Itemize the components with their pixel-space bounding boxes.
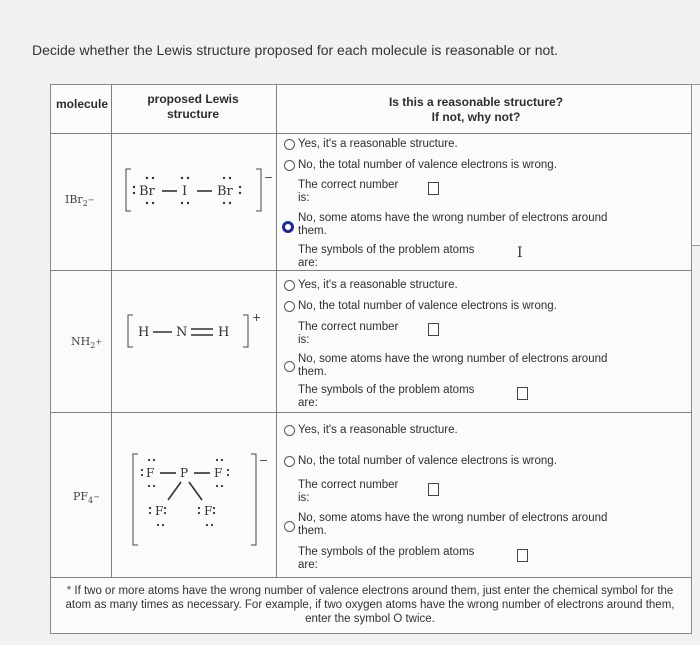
molecule-pf4	[73, 490, 100, 505]
radio-row3-no-total[interactable]	[284, 456, 295, 467]
atom-br-left: Br	[139, 184, 155, 199]
symbols-line1: The symbols of the problem atoms	[298, 244, 475, 256]
bracket-left	[126, 169, 131, 211]
radio-row2-no-some[interactable]	[284, 361, 295, 372]
correct-number-line1: The correct number	[298, 179, 399, 191]
option-row3-no-total: No, the total number of valence electrons is wrong.	[298, 455, 557, 467]
input-row1-symbols[interactable]: I	[517, 245, 523, 261]
atom-h-right: H	[218, 325, 230, 340]
header-divider	[51, 133, 691, 134]
column-divider-1	[111, 85, 112, 577]
bond-p-f-lower-right	[189, 482, 202, 500]
correct-number-line1: The correct number	[298, 479, 399, 491]
no-some-line2: them.	[298, 225, 327, 237]
option-row3-yes: Yes, it's a reasonable structure.	[298, 424, 458, 436]
no-some-line1: No, some atoms have the wrong number of electrons around	[298, 512, 608, 524]
label-row1-symbols	[298, 244, 474, 270]
bracket-left	[128, 315, 133, 347]
column-divider-2	[276, 85, 277, 577]
input-row3-correct-number[interactable]	[428, 483, 439, 496]
correct-number-line2: is:	[298, 192, 310, 204]
label-row3-correct-number	[298, 479, 398, 505]
header-reason	[306, 95, 646, 125]
symbols-line1: The symbols of the problem atoms	[298, 384, 475, 396]
header-molecule: molecule	[55, 97, 109, 111]
correct-number-line1: The correct number	[298, 321, 399, 333]
symbols-line1: The symbols of the problem atoms	[298, 546, 475, 558]
radio-row3-no-some[interactable]	[284, 521, 295, 532]
molecule-charge: −	[87, 195, 95, 205]
correct-number-line2: is:	[298, 334, 310, 346]
no-some-line2: them.	[298, 366, 327, 378]
molecule-formula: IBr	[65, 193, 83, 206]
row-divider-3	[51, 577, 691, 578]
input-row3-symbols[interactable]	[517, 549, 528, 562]
bond-p-f-lower-left	[168, 482, 181, 500]
label-row3-symbols	[298, 546, 474, 572]
radio-row3-yes[interactable]	[284, 425, 295, 436]
option-row1-no-total: No, the total number of valence electrons is wrong.	[298, 159, 557, 171]
molecule-formula: PF	[73, 490, 89, 503]
radio-row1-no-some[interactable]	[282, 221, 294, 233]
molecule-charge: −	[93, 492, 100, 502]
footnote	[60, 584, 680, 626]
bracket-right	[251, 454, 256, 545]
radio-row1-yes[interactable]	[284, 139, 295, 150]
lewis-structure-pf4	[113, 440, 273, 560]
radio-row2-no-total[interactable]	[284, 301, 295, 312]
option-row2-yes: Yes, it's a reasonable structure.	[298, 279, 458, 291]
input-row2-correct-number[interactable]	[428, 323, 439, 336]
footnote-text: If two or more atoms have the wrong number of valence electrons around them, just enter the chemical symbol for the atom as many times as necessary. For example, if two oxygen atoms have the wrong number of electrons around them, enter the symbol O twice.	[65, 585, 675, 625]
bracket-right	[256, 169, 261, 211]
option-row2-no-some	[298, 353, 607, 379]
atom-h-left: H	[138, 325, 150, 340]
atom-n-center: N	[176, 325, 188, 340]
header-proposed	[113, 92, 273, 122]
footnote-star: *	[66, 585, 72, 597]
label-row2-correct-number	[298, 321, 398, 347]
option-row1-no-some	[298, 212, 607, 238]
bracket-left	[133, 454, 138, 545]
option-row3-no-some	[298, 512, 607, 538]
label-row2-symbols	[298, 384, 474, 410]
molecule-charge: +	[95, 337, 103, 347]
molecule-subscript: 2	[90, 341, 96, 351]
atom-f-lower-right: F	[204, 504, 213, 518]
atom-f-lower-left: F	[155, 504, 164, 518]
no-some-line2: them.	[298, 525, 327, 537]
correct-number-line2: is:	[298, 492, 310, 504]
atom-f-right: F	[214, 466, 223, 480]
header-proposed-line1: proposed Lewis	[147, 92, 239, 106]
radio-row2-yes[interactable]	[284, 280, 295, 291]
input-row2-symbols[interactable]	[517, 387, 528, 400]
no-some-line1: No, some atoms have the wrong number of electrons around	[298, 353, 608, 365]
radio-row1-no-total[interactable]	[284, 160, 295, 171]
bracket-right	[243, 315, 248, 347]
no-some-line1: No, some atoms have the wrong number of electrons around	[298, 212, 608, 224]
symbols-line2: are:	[298, 257, 318, 269]
input-row1-correct-number[interactable]	[428, 182, 439, 195]
atom-f-left: F	[146, 466, 155, 480]
molecule-ibr2	[65, 193, 94, 208]
question-text: Decide whether the Lewis structure proposed for each molecule is reasonable or not.	[32, 42, 559, 58]
molecule-nh2	[71, 335, 102, 350]
atom-p-center: P	[180, 466, 189, 480]
option-row2-no-total: No, the total number of valence electrons is wrong.	[298, 300, 557, 312]
atom-i-center: I	[182, 184, 188, 199]
row-divider-2	[51, 412, 691, 413]
lewis-structure-nh2	[113, 295, 273, 375]
lewis-structure-table	[50, 84, 692, 634]
header-reason-line1: Is this a reasonable structure?	[388, 95, 564, 109]
symbols-line2: are:	[298, 397, 318, 409]
charge-sign: −	[259, 454, 269, 467]
lewis-structure-ibr2	[113, 151, 273, 251]
header-proposed-line2: structure	[166, 107, 219, 121]
header-reason-line2: If not, why not?	[431, 110, 521, 124]
atom-br-right: Br	[217, 184, 233, 199]
charge-sign: +	[252, 311, 262, 324]
charge-sign: −	[264, 171, 273, 184]
symbols-line2: are:	[298, 559, 318, 571]
row-divider-1	[51, 270, 691, 271]
option-row1-yes: Yes, it's a reasonable structure.	[298, 138, 458, 150]
molecule-formula: NH	[71, 335, 91, 348]
molecule-subscript: 4	[88, 496, 94, 506]
molecule-subscript: 2	[82, 199, 88, 209]
label-row1-correct-number	[298, 179, 398, 205]
